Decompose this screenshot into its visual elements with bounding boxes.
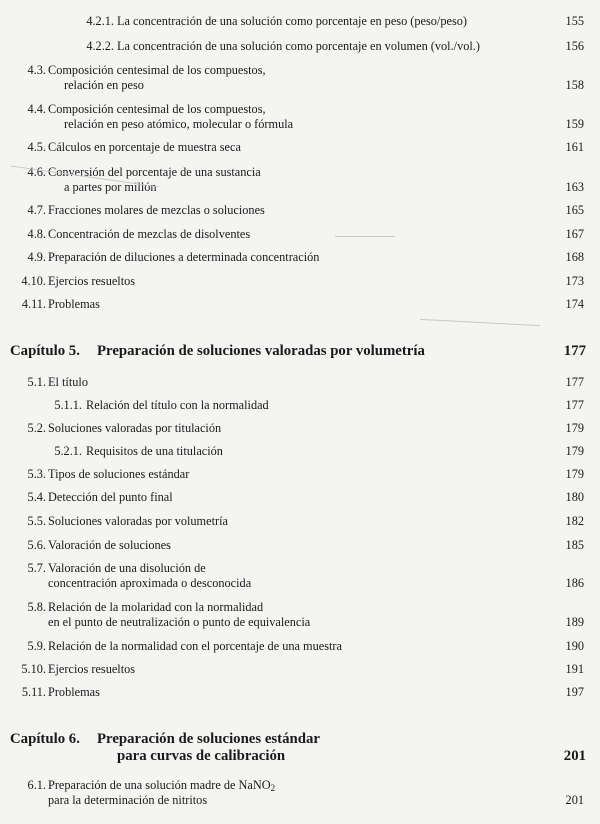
entry-number: 4.5. [27, 140, 46, 154]
entry-page: 182 [565, 514, 584, 528]
entry-number: 4.8. [27, 227, 46, 241]
entry-page: 179 [565, 421, 584, 435]
entry-page: 174 [565, 297, 584, 311]
subscript: 2 [270, 783, 276, 793]
entry-title: La concentración de una solución como porcentaje en peso (peso/peso) [117, 14, 467, 28]
entry-title-line-2: relación en peso [64, 78, 144, 92]
entry-number: 6.1. [27, 778, 46, 792]
entry-page: 185 [565, 538, 584, 552]
entry-number: 5.10. [21, 662, 46, 676]
entry-number: 5.2.1. [54, 444, 82, 458]
entry-title: Preparación de diluciones a determinada concentración [48, 250, 320, 264]
chapter-number: Capítulo 6. [10, 731, 80, 747]
entry-title-line-2: a partes por millón [64, 180, 157, 194]
entry-number: 5.6. [27, 538, 46, 552]
entry-number: 5.11. [21, 685, 46, 699]
entry-page: 159 [565, 117, 584, 131]
chapter-page: 177 [563, 343, 586, 359]
entry-page: 190 [565, 639, 584, 653]
entry-page: 177 [565, 398, 584, 412]
entry-title-line-2: en el punto de neutralización o punto de equivalencia [48, 615, 311, 629]
chapter-title: Preparación de soluciones estándar [97, 731, 320, 747]
entry-title: Valoración de una disolución de [48, 561, 206, 575]
scan-smudge [420, 319, 540, 326]
entry-page: 191 [565, 662, 584, 676]
entry-title: Problemas [48, 297, 100, 311]
entry-title: Cálculos en porcentaje de muestra seca [48, 140, 241, 154]
entry-page: 156 [565, 39, 584, 53]
entry-number: 5.4. [27, 490, 46, 504]
entry-number: 4.7. [27, 203, 46, 217]
entry-page: 173 [565, 274, 584, 288]
entry-title: Problemas [48, 685, 100, 699]
entry-number: 5.7. [27, 561, 46, 575]
entry-page: 165 [565, 203, 584, 217]
entry-page: 180 [565, 490, 584, 504]
entry-title: Conversión del porcentaje de una sustancia [48, 165, 261, 179]
entry-title-line-2: relación en peso atómico, molecular o fórmula [64, 117, 294, 131]
entry-page: 179 [565, 467, 584, 481]
entry-number: 5.2. [27, 421, 46, 435]
entry-title: El título [48, 375, 88, 389]
entry-number: 5.3. [27, 467, 46, 481]
entry-number: 5.1. [27, 375, 46, 389]
entry-title-line-2: para la determinación de nitritos [48, 793, 208, 807]
entry-title: Soluciones valoradas por titulación [48, 421, 222, 435]
entry-page: 161 [565, 140, 584, 154]
entry-page: 179 [565, 444, 584, 458]
entry-title: Tipos de soluciones estándar [48, 467, 190, 481]
entry-page: 186 [565, 576, 584, 590]
entry-number: 5.1.1. [54, 398, 82, 412]
chapter-title-line-2: para curvas de calibración [117, 748, 286, 764]
entry-page: 163 [565, 180, 584, 194]
entry-page: 197 [565, 685, 584, 699]
entry-page: 201 [565, 793, 584, 807]
entry-title: La concentración de una solución como porcentaje en volumen (vol./vol.) [117, 39, 480, 53]
entry-title: Relación del título con la normalidad [86, 398, 269, 412]
chapter-page: 201 [563, 748, 586, 764]
entry-page: 189 [565, 615, 584, 629]
entry-number: 5.5. [27, 514, 46, 528]
entry-number: 4.3. [27, 63, 46, 77]
entry-title-line-2: concentración aproximada o desconocida [48, 576, 252, 590]
entry-number: 4.9. [27, 250, 46, 264]
entry-number: 4.4. [27, 102, 46, 116]
entry-number: 5.8. [27, 600, 46, 614]
chapter-title: Preparación de soluciones valoradas por volumetría [97, 343, 425, 359]
entry-title-text: Preparación de una solución madre de NaNO [48, 778, 271, 792]
entry-page: 168 [565, 250, 584, 264]
entry-title: Fracciones molares de mezclas o soluciones [48, 203, 265, 217]
entry-number: 4.10. [21, 274, 46, 288]
entry-title: Relación de la normalidad con el porcentaje de una muestra [48, 639, 342, 653]
entry-title: Composición centesimal de los compuestos, [48, 63, 266, 77]
entry-page: 177 [565, 375, 584, 389]
entry-title: Requisitos de una titulación [86, 444, 223, 458]
entry-number: 4.2.2. [86, 39, 114, 53]
chapter-number: Capítulo 5. [10, 343, 80, 359]
scan-smudge [335, 236, 395, 237]
entry-title: Composición centesimal de los compuestos, [48, 102, 266, 116]
entry-page: 158 [565, 78, 584, 92]
entry-page: 155 [565, 14, 584, 28]
entry-number: 4.11. [21, 297, 46, 311]
entry-title: Valoración de soluciones [48, 538, 171, 552]
entry-title: Detección del punto final [48, 490, 173, 504]
entry-title: Ejercios resueltos [48, 274, 136, 288]
entry-title: Ejercios resueltos [48, 662, 136, 676]
entry-number: 4.6. [27, 165, 46, 179]
entry-number: 4.2.1. [86, 14, 114, 28]
entry-page: 167 [565, 227, 584, 241]
entry-title: Soluciones valoradas por volumetría [48, 514, 228, 528]
entry-title: Concentración de mezclas de disolventes [48, 227, 251, 241]
entry-title: Relación de la molaridad con la normalidad [48, 600, 264, 614]
entry-number: 5.9. [27, 639, 46, 653]
